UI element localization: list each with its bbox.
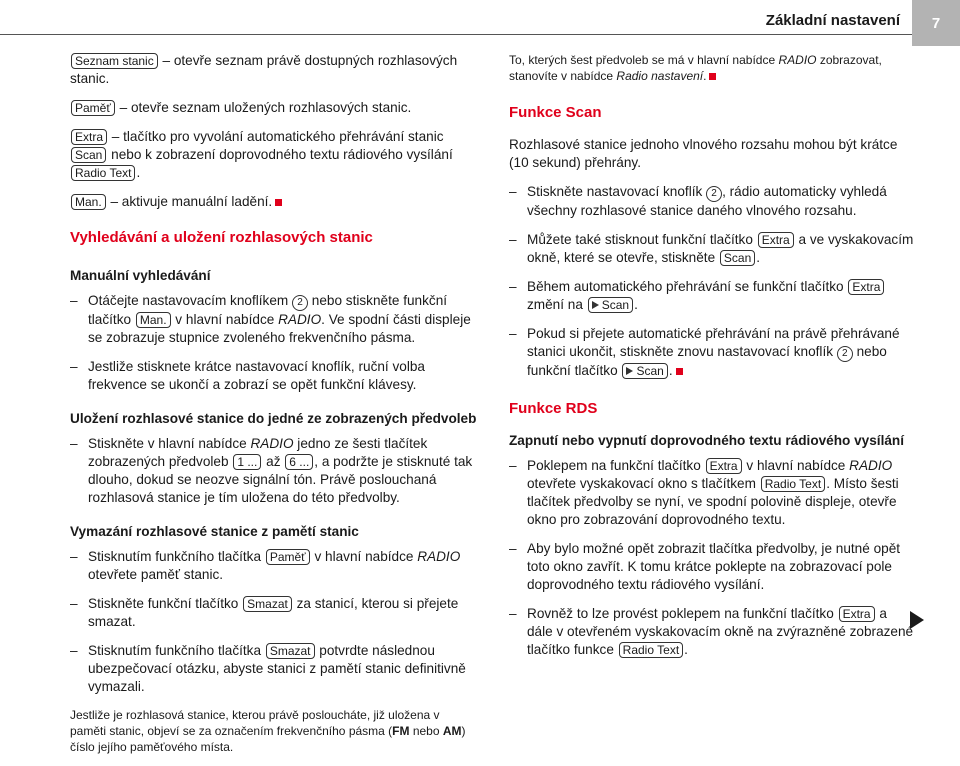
dash: – — [70, 549, 78, 564]
extra-button: Extra — [839, 606, 875, 622]
text: Rovněž to lze provést poklepem na funkční tlačítko — [527, 606, 838, 621]
text: Jestliže je rozhlasová stanice, kterou právě posloucháte, již uložena v paměti stanic, objeví se za označením frekvenčního pásma ( — [70, 708, 440, 738]
text: . Místo šesti tlačítek předvolby se nyní, ve spodní polovině displeje, otevře okno pro zobrazování doprovodného textu. — [527, 476, 899, 527]
save-station-heading: Uložení rozhlasové stanice do jedné ze zobrazených předvoleb — [70, 411, 477, 426]
extra-button: Extra — [848, 279, 884, 295]
rds-item-2 — [509, 540, 914, 594]
preset-1-button: 1 ... — [233, 454, 261, 470]
text: otevřete paměť stanic. — [88, 567, 224, 582]
radio-text-button: Radio Text — [761, 476, 825, 492]
delete-item-3 — [70, 642, 478, 696]
text: Jestliže stisknete krátce nastavovací knoflík, ruční volba frekvence se ukončí a zobrazí se opět funkční klávesy. — [88, 359, 425, 392]
text: . — [703, 69, 707, 83]
am-label: AM — [442, 724, 462, 738]
delete-station-heading: Vymazání rozhlasové stanice z pamětí stanic — [70, 524, 359, 539]
text: nebo k zobrazení doprovodného textu rádiového vysílání — [107, 147, 453, 162]
text: nebo — [409, 724, 443, 738]
text: Aby bylo možné opět zobrazit tlačítka předvolby, je nutné opět toto okno zavřít. K tomu krátce poklepte na zobrazovací pole doprovodného textu rádiového vysílání. — [527, 541, 901, 592]
text: Stiskněte nastavovací knoflík — [527, 184, 707, 199]
pamet-description — [70, 99, 478, 117]
text: To, kterých šest předvoleb se má v hlavní nabídce — [509, 53, 779, 67]
dash: – — [509, 606, 517, 621]
text: . Ve spodní části displeje se zobrazuje stupnice zvoleného frekvenčního pásma. — [88, 312, 471, 345]
next-page-arrow-icon — [910, 611, 924, 629]
text: nebo funkční tlačítko — [527, 344, 887, 378]
extra-button: Extra — [71, 129, 107, 145]
dash: – — [70, 643, 78, 658]
text: . — [684, 642, 688, 657]
text: Stisknutím funkčního tlačítka — [88, 643, 265, 658]
rds-item-1 — [509, 457, 914, 529]
extra-button: Extra — [706, 458, 742, 474]
knob-2-icon: 2 — [837, 346, 853, 362]
play-scan-button — [622, 363, 667, 379]
radio-menu-label: RADIO — [278, 312, 322, 327]
left-column — [70, 52, 478, 766]
end-marker-icon — [676, 368, 683, 375]
text: a dále v otevřeném vyskakovacím okně na zvýrazněné zobrazené tlačítko funkce — [527, 606, 914, 657]
text: . — [634, 297, 638, 312]
scan-item-4 — [509, 325, 914, 380]
play-scan-button — [588, 297, 633, 313]
seznam-stanic-button: Seznam stanic — [71, 53, 158, 69]
text: – otevře seznam uložených rozhlasových stanic. — [115, 100, 412, 115]
pamet-button: Paměť — [266, 549, 310, 565]
text: otevřete vyskakovací okno s tlačítkem — [527, 476, 760, 491]
dash: – — [509, 326, 517, 341]
header-rule — [0, 34, 960, 35]
radio-settings-label: Radio nastavení — [616, 69, 704, 83]
page-number: 7 — [912, 0, 960, 46]
text: změní na — [527, 297, 587, 312]
text: zobrazovat, stanovíte v nabídce — [509, 53, 882, 83]
text: ) číslo jejího paměťového místa. — [70, 724, 466, 754]
main-heading: Vyhledávání a uložení rozhlasových stanic — [70, 229, 373, 246]
text: Otáčejte nastavovacím knoflíkem — [88, 293, 292, 308]
manual-search-heading: Manuální vyhledávání — [70, 268, 211, 283]
dash: – — [70, 359, 78, 374]
dash: – — [509, 279, 517, 294]
text: – tlačítko pro vyvolání automatického přehrávání stanic — [108, 129, 444, 144]
presets-note — [509, 52, 914, 84]
end-marker-icon — [709, 73, 716, 80]
memory-note — [70, 707, 478, 755]
knob-2-icon: 2 — [706, 186, 722, 202]
delete-item-2 — [70, 595, 478, 631]
radio-menu-label: RADIO — [250, 436, 294, 451]
text: , a podržte je stisknuté tak dlouho, dokud se neozve signální tón. Právě poslouchaná rozhlasová stanice je tím uložena do této předvolby. — [88, 454, 473, 505]
manual-item-1 — [70, 292, 478, 347]
play-icon — [626, 367, 633, 375]
text: Během automatického přehrávání se funkční tlačítko — [527, 279, 848, 294]
text: v hlavní nabídce — [171, 312, 279, 327]
scan-item-1 — [509, 183, 914, 220]
delete-item-1 — [70, 548, 478, 584]
smazat-button: Smazat — [266, 643, 315, 659]
fm-label: FM — [392, 724, 410, 738]
pamet-button: Paměť — [71, 100, 115, 116]
text: . — [756, 250, 761, 265]
man-description — [70, 193, 478, 211]
text: a ve vyskakovacím okně, které se otevře, stiskněte — [527, 232, 914, 265]
text: v hlavní nabídce — [742, 458, 850, 473]
text: . — [668, 363, 673, 378]
text: Stiskněte v hlavní nabídce — [88, 436, 251, 451]
scan-item-3 — [509, 278, 914, 314]
text: Stiskněte funkční tlačítko — [88, 596, 243, 611]
scan-button: Scan — [720, 250, 755, 266]
rds-item-3 — [509, 605, 914, 659]
radio-menu-label: RADIO — [417, 549, 461, 564]
text: – otevře seznam právě dostupných rozhlasových stanic. — [70, 53, 458, 86]
text: nebo stiskněte funkční tlačítko — [88, 293, 448, 327]
text: – aktivuje manuální ladění. — [106, 194, 273, 209]
save-item-1 — [70, 435, 478, 507]
extra-button: Extra — [758, 232, 794, 248]
text: . — [136, 165, 141, 180]
text: Pokud si přejete automatické přehrávání na právě přehrávané stanici ukončit, stiskněte znovu nastavovací knoflík — [527, 326, 900, 359]
radio-text-button: Radio Text — [619, 642, 683, 658]
scan-item-2 — [509, 231, 914, 267]
text: potvrdte následnou ubezpečovací otázku, abyste stanici z pamětí stanic definitivně vymazali. — [88, 643, 466, 694]
dash: – — [509, 541, 517, 556]
dash: – — [70, 436, 78, 451]
radio-text-button: Radio Text — [71, 165, 135, 181]
text: Můžete také stisknout funkční tlačítko — [527, 232, 757, 247]
extra-description — [70, 128, 478, 182]
radio-menu-label: RADIO — [849, 458, 893, 473]
rds-heading: Funkce RDS — [509, 400, 598, 417]
manual-item-2 — [70, 358, 478, 394]
text: za stanicí, kterou si přejete smazat. — [88, 596, 459, 629]
man-button: Man. — [136, 312, 171, 328]
text: jedno ze šesti tlačítek zobrazených předvoleb — [88, 436, 428, 469]
seznam-stanic-description — [70, 52, 478, 88]
play-icon — [592, 301, 599, 309]
text: Scan — [636, 364, 664, 378]
right-column — [509, 52, 914, 670]
end-marker-icon — [275, 199, 282, 206]
section-title: Základní nastavení — [765, 12, 900, 29]
knob-2-icon: 2 — [292, 295, 308, 311]
dash: – — [509, 232, 517, 247]
text: Stisknutím funkčního tlačítka — [88, 549, 265, 564]
dash: – — [509, 184, 517, 199]
dash: – — [70, 596, 78, 611]
smazat-button: Smazat — [243, 596, 292, 612]
text: Scan — [601, 298, 630, 312]
text: Poklepem na funkční tlačítko — [527, 458, 705, 473]
scan-button: Scan — [71, 147, 106, 163]
radio-menu-label: RADIO — [778, 53, 817, 67]
rds-subheading: Zapnutí nebo vypnutí doprovodného textu rádiového vysílání — [509, 433, 905, 448]
scan-heading: Funkce Scan — [509, 104, 602, 121]
dash: – — [70, 293, 78, 308]
text: až — [262, 454, 285, 469]
text: , rádio automaticky vyhledá všechny rozhlasové stanice daného vlnového rozsahu. — [527, 184, 887, 218]
preset-6-button: 6 ... — [285, 454, 313, 470]
dash: – — [509, 458, 517, 473]
scan-intro: Rozhlasové stanice jednoho vlnového rozsahu mohou být krátce (10 sekund) přehrány. — [509, 137, 898, 170]
text: v hlavní nabídce — [310, 549, 418, 564]
man-button: Man. — [71, 194, 106, 210]
